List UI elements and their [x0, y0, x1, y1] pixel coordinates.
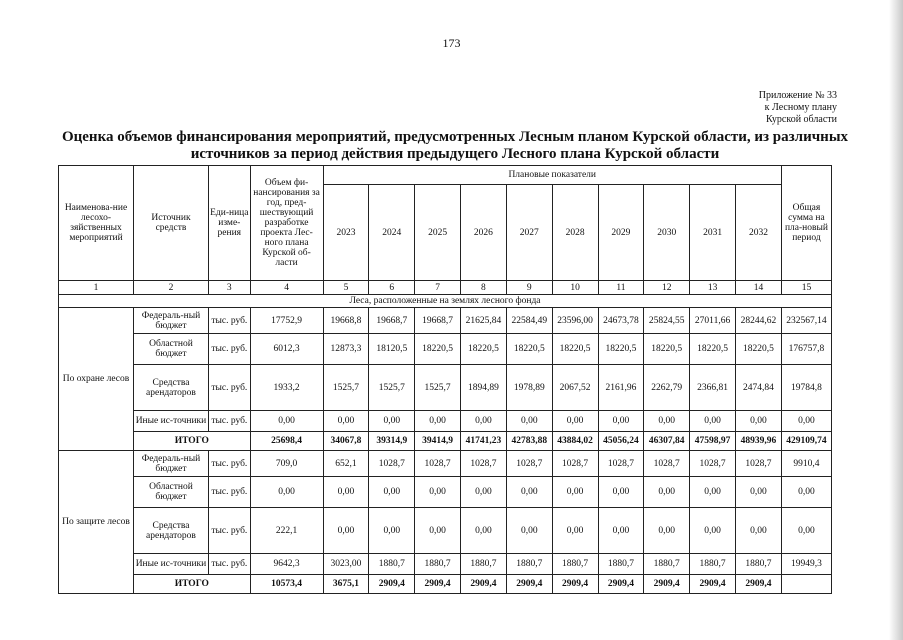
header-year: 2025	[415, 185, 461, 281]
column-number: 13	[690, 281, 736, 295]
column-number: 6	[369, 281, 415, 295]
activity-cell: По охране лесов	[59, 308, 134, 451]
appendix-line: к Лесному плану	[764, 102, 837, 113]
value-cell: 1525,7	[323, 365, 369, 411]
value-cell: 1978,89	[506, 365, 552, 411]
appendix-line: Приложение № 33	[758, 90, 837, 101]
section-title: Леса, расположенные на землях лесного фонда	[59, 295, 832, 308]
value-cell: 27011,66	[690, 308, 736, 334]
value-cell: 0,00	[323, 508, 369, 554]
value-cell: 1028,7	[369, 451, 415, 477]
value-cell: 1028,7	[461, 451, 507, 477]
value-cell: 28244,62	[735, 308, 781, 334]
value-cell: 0,00	[369, 477, 415, 508]
total-value: 39314,9	[369, 432, 415, 451]
total-value: 42783,88	[506, 432, 552, 451]
page-number: 173	[442, 36, 461, 50]
total-value: 2909,4	[690, 575, 736, 594]
source-cell: Областной бюджет	[133, 334, 208, 365]
value-cell: 21625,84	[461, 308, 507, 334]
value-cell: 0,00	[598, 508, 644, 554]
total-value: 2909,4	[506, 575, 552, 594]
header-year: 2028	[552, 185, 598, 281]
header-year: 2024	[369, 185, 415, 281]
total-value: 39414,9	[415, 432, 461, 451]
column-number: 1	[59, 281, 134, 295]
source-cell: Иные ис-точники	[133, 411, 208, 432]
document-title: Оценка объемов финансирования мероприятий, предусмотренных Лесным планом Курской области, из различных источников за период действия предыдущего Лесного плана Курской области	[61, 129, 849, 162]
total-value: 2909,4	[552, 575, 598, 594]
total-value: 10573,4	[250, 575, 323, 594]
value-cell: 1880,7	[506, 554, 552, 575]
value-cell: 18220,5	[461, 334, 507, 365]
value-cell: 1880,7	[690, 554, 736, 575]
value-cell: 0,00	[644, 477, 690, 508]
value-cell: 1525,7	[415, 365, 461, 411]
source-cell: Федераль-ный бюджет	[133, 308, 208, 334]
total-value: 43884,02	[552, 432, 598, 451]
value-cell: 0,00	[415, 508, 461, 554]
activity-cell: По защите лесов	[59, 451, 134, 594]
unit-cell: тыс. руб.	[208, 334, 250, 365]
total-value: 2909,4	[461, 575, 507, 594]
total-value: 2909,4	[598, 575, 644, 594]
value-cell: 652,1	[323, 451, 369, 477]
appendix-line: Курской области	[766, 114, 837, 125]
value-cell: 23596,00	[552, 308, 598, 334]
value-cell: 0,00	[598, 411, 644, 432]
column-number: 4	[250, 281, 323, 295]
value-cell: 0,00	[690, 477, 736, 508]
value-cell: 0,00	[369, 508, 415, 554]
value-cell: 18220,5	[644, 334, 690, 365]
column-number: 11	[598, 281, 644, 295]
total-value: 429109,74	[781, 432, 831, 451]
value-cell: 1880,7	[369, 554, 415, 575]
source-cell: Областной бюджет	[133, 477, 208, 508]
value-cell: 1028,7	[506, 451, 552, 477]
unit-cell: тыс. руб.	[208, 411, 250, 432]
value-cell: 0,00	[781, 508, 831, 554]
table-row	[59, 554, 832, 575]
total-row	[59, 575, 832, 594]
header-source: Источник средств	[133, 166, 208, 281]
total-value	[781, 575, 831, 594]
table-row	[59, 451, 832, 477]
value-cell: 0,00	[323, 411, 369, 432]
unit-cell: тыс. руб.	[208, 554, 250, 575]
value-cell: 0,00	[735, 411, 781, 432]
column-number: 14	[735, 281, 781, 295]
value-cell: 0,00	[735, 477, 781, 508]
value-cell: 12873,3	[323, 334, 369, 365]
value-cell: 22584,49	[506, 308, 552, 334]
header-total: Общая сумма на пла-новый период	[781, 166, 831, 281]
value-cell: 709,0	[250, 451, 323, 477]
value-cell: 17752,9	[250, 308, 323, 334]
value-cell: 0,00	[461, 508, 507, 554]
value-cell: 18220,5	[598, 334, 644, 365]
value-cell: 0,00	[369, 411, 415, 432]
total-label: ИТОГО	[133, 432, 250, 451]
table-row	[59, 477, 832, 508]
value-cell: 1933,2	[250, 365, 323, 411]
header-year: 2031	[690, 185, 736, 281]
unit-cell: тыс. руб.	[208, 365, 250, 411]
appendix-note	[759, 90, 837, 126]
value-cell: 222,1	[250, 508, 323, 554]
value-cell: 0,00	[250, 411, 323, 432]
value-cell: 0,00	[781, 411, 831, 432]
value-cell: 0,00	[506, 411, 552, 432]
value-cell: 1894,89	[461, 365, 507, 411]
header-year: 2023	[323, 185, 369, 281]
value-cell: 18220,5	[735, 334, 781, 365]
column-number: 15	[781, 281, 831, 295]
value-cell: 2366,81	[690, 365, 736, 411]
value-cell: 1880,7	[461, 554, 507, 575]
value-cell: 2474,84	[735, 365, 781, 411]
value-cell: 1028,7	[735, 451, 781, 477]
value-cell: 0,00	[690, 508, 736, 554]
header-year: 2026	[461, 185, 507, 281]
value-cell: 0,00	[552, 477, 598, 508]
value-cell: 2161,96	[598, 365, 644, 411]
value-cell: 0,00	[690, 411, 736, 432]
total-value: 3675,1	[323, 575, 369, 594]
total-value: 2909,4	[735, 575, 781, 594]
column-number: 3	[208, 281, 250, 295]
value-cell: 0,00	[323, 477, 369, 508]
table-row	[59, 308, 832, 334]
total-value: 41741,23	[461, 432, 507, 451]
total-value: 45056,24	[598, 432, 644, 451]
unit-cell: тыс. руб.	[208, 451, 250, 477]
value-cell: 1028,7	[598, 451, 644, 477]
value-cell: 1028,7	[690, 451, 736, 477]
value-cell: 9642,3	[250, 554, 323, 575]
value-cell: 0,00	[415, 477, 461, 508]
value-cell: 1028,7	[552, 451, 598, 477]
value-cell: 2262,79	[644, 365, 690, 411]
value-cell: 18220,5	[552, 334, 598, 365]
value-cell: 0,00	[781, 477, 831, 508]
value-cell: 0,00	[415, 411, 461, 432]
financing-table	[58, 165, 832, 594]
unit-cell: тыс. руб.	[208, 308, 250, 334]
total-value: 2909,4	[644, 575, 690, 594]
value-cell: 0,00	[598, 477, 644, 508]
column-number: 5	[323, 281, 369, 295]
source-cell: Федераль-ный бюджет	[133, 451, 208, 477]
value-cell: 0,00	[552, 411, 598, 432]
value-cell: 1880,7	[598, 554, 644, 575]
table-row	[59, 334, 832, 365]
value-cell: 0,00	[552, 508, 598, 554]
value-cell: 19949,3	[781, 554, 831, 575]
total-value: 34067,8	[323, 432, 369, 451]
value-cell: 2067,52	[552, 365, 598, 411]
total-row	[59, 432, 832, 451]
column-number: 7	[415, 281, 461, 295]
total-value: 46307,84	[644, 432, 690, 451]
column-number: 8	[461, 281, 507, 295]
value-cell: 1880,7	[552, 554, 598, 575]
column-number: 9	[506, 281, 552, 295]
value-cell: 0,00	[506, 508, 552, 554]
table-row	[59, 411, 832, 432]
value-cell: 1028,7	[415, 451, 461, 477]
header-year: 2030	[644, 185, 690, 281]
total-value: 25698,4	[250, 432, 323, 451]
value-cell: 0,00	[644, 508, 690, 554]
value-cell: 1880,7	[735, 554, 781, 575]
scan-edge-shadow	[889, 0, 903, 640]
total-value: 2909,4	[369, 575, 415, 594]
value-cell: 1028,7	[644, 451, 690, 477]
value-cell: 9910,4	[781, 451, 831, 477]
header-unit: Еди-ница изме-рения	[208, 166, 250, 281]
value-cell: 18220,5	[690, 334, 736, 365]
value-cell: 3023,00	[323, 554, 369, 575]
value-cell: 0,00	[461, 411, 507, 432]
value-cell: 1880,7	[644, 554, 690, 575]
total-label: ИТОГО	[133, 575, 250, 594]
value-cell: 1880,7	[415, 554, 461, 575]
column-number: 2	[133, 281, 208, 295]
total-value: 48939,96	[735, 432, 781, 451]
source-cell: Иные ис-точники	[133, 554, 208, 575]
value-cell: 0,00	[735, 508, 781, 554]
header-year: 2029	[598, 185, 644, 281]
header-year: 2027	[506, 185, 552, 281]
source-cell: Средства арендаторов	[133, 508, 208, 554]
total-value: 2909,4	[415, 575, 461, 594]
source-cell: Средства арендаторов	[133, 365, 208, 411]
column-number: 10	[552, 281, 598, 295]
value-cell: 19668,8	[323, 308, 369, 334]
value-cell: 19668,7	[369, 308, 415, 334]
table-row	[59, 365, 832, 411]
header-activity: Наименова-ние лесохо-зяйственных мероприятий	[59, 166, 134, 281]
value-cell: 25824,55	[644, 308, 690, 334]
value-cell: 0,00	[250, 477, 323, 508]
value-cell: 0,00	[506, 477, 552, 508]
value-cell: 19784,8	[781, 365, 831, 411]
value-cell: 19668,7	[415, 308, 461, 334]
unit-cell: тыс. руб.	[208, 477, 250, 508]
value-cell: 232567,14	[781, 308, 831, 334]
column-number: 12	[644, 281, 690, 295]
value-cell: 0,00	[461, 477, 507, 508]
table-row	[59, 508, 832, 554]
value-cell: 176757,8	[781, 334, 831, 365]
value-cell: 18120,5	[369, 334, 415, 365]
value-cell: 6012,3	[250, 334, 323, 365]
unit-cell: тыс. руб.	[208, 508, 250, 554]
value-cell: 1525,7	[369, 365, 415, 411]
header-year: 2032	[735, 185, 781, 281]
value-cell: 18220,5	[415, 334, 461, 365]
header-volume: Объем фи-нансирования за год, пред-шествующий разработке проекта Лес-ного плана Курской об-ласти	[250, 166, 323, 281]
header-planned: Плановые показатели	[323, 166, 781, 185]
total-value: 47598,97	[690, 432, 736, 451]
value-cell: 24673,78	[598, 308, 644, 334]
value-cell: 0,00	[644, 411, 690, 432]
value-cell: 18220,5	[506, 334, 552, 365]
